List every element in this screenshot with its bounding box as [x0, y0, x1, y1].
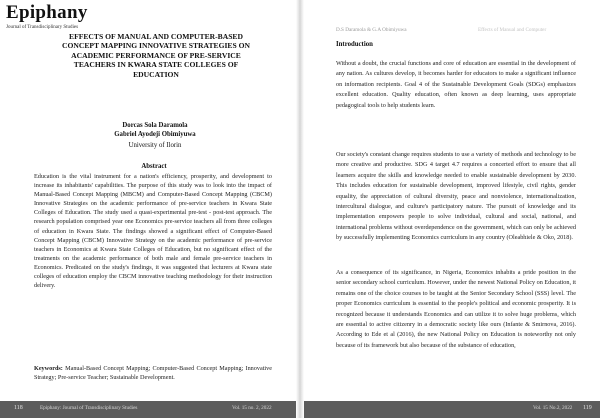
journal-subtitle: Journal of Transdisciplinary Studies: [6, 25, 79, 30]
section-heading: Introduction: [336, 41, 373, 48]
running-head-title: Effects of Manual and Computer: [478, 27, 547, 33]
footer-volume: Vol. 15 no. 2, 2022: [232, 405, 272, 411]
author-block: [40, 121, 270, 139]
keywords: [34, 364, 272, 382]
journal-brand: Epiphany: [6, 2, 88, 23]
right-page: [300, 0, 600, 418]
page-number: 118: [14, 405, 23, 411]
paragraph: As a consequence of its significance, in Nigeria, Economics inhabits a pride position in the senior secondary school curriculum. However, under the newest National Policy on Education, it remains one of the choice courses to be taught at the Senior Secondary School (SSS) level. The proper Economics curriculum is essential to the people's political and economic prosperity. It is recognized because it understands Economics and can utilize it to solve huge problems, which are essential to active citizenry in a democratic society like ours (Infante & Smirnova, 2016). According to Ede et al (2016), the new National Policy on Education is noteworthy not only because of its framework but also because of the substance of education,: [336, 269, 576, 349]
author-name: Dorcas Sola Daramola: [122, 122, 188, 129]
article-title: EFFECTS OF MANUAL AND COMPUTER-BASED CONCEPT MAPPING INNOVATIVE STRATEGIES ON ACADEMIC PERFORMANCE OF PRE-SERVICE TEACHERS IN KWARA STATE COLLEGES OF EDUCATION: [61, 32, 251, 79]
abstract-heading: Abstract: [141, 163, 167, 170]
keywords-text: Manual-Based Concept Mapping; Computer-Based Concept Mapping; Innovative Strategy; Pre-service Teacher; Sustainable Development.: [34, 365, 272, 382]
abstract-text: Education is the vital instrument for a nation's efficiency, prosperity, and development to increase its inhabitants' capabilities. The purpose of this study was to look into the impact of Manual-Based Concept Mapping (MBCM) and Computer-Based Concept Mapping (CBCM) Innovative Strategies on the academic performance of pre-service teachers in Kwara State Colleges of Education. The study used a quasi-experimental pre-test - post-test approach. The research population comprised year one Economics pre-service teachers all from three colleges of education in Kwara State. The findings showed a significant effect of Computer-Based Concept Mapping (CBCM) Innovative Strategy on the academic performance of pre-service teachers in Economics at Kwara State Colleges of Education, but no significant effect of the treatments on the academic performance of both male and female pre-service teachers in Economics. Predicated on the study's findings, it was suggested that lecturers at Kwara state colleges of education employ the CBCM innovative teaching methodology for their instruction delivery.: [34, 173, 272, 290]
author-name: Gabriel Ayodeji Obimiyuwa: [114, 131, 196, 138]
footer-journal: Epiphany: Journal of Transdisciplinary Studies: [40, 405, 138, 411]
keywords-label: Keywords:: [34, 365, 63, 372]
book-gutter: [296, 0, 304, 418]
affiliation: University of Ilorin: [128, 142, 182, 149]
running-head-authors: D.S Daramola & G.A Obimiyuwa: [336, 27, 407, 33]
footer-volume: Vol. 15 No.2, 2022: [533, 405, 573, 411]
paragraph: Our society's constant change requires students to use a variety of methods and technology to be more creative and productive. SDG 4 target 4.7 requires a concerted effort to ensure that all learners acquire the skills and knowledge needed to enable sustainable development by 2030. This includes education for sustainable development, improved lifestyle, civil rights, gender equality, the appreciation of cultural diversity, peace and nonviolence, internationalization, intercultural dialogue, and culture's participatory nature. The pursuit of knowledge and its implementation empowers people to solve individual, cultural and social, national, and international problems without overdependence on the government, which can only be achieved by successfully implementing Economics curriculum in any country (Oleabhiele & Oko, 2018).: [336, 151, 576, 242]
page-number: 119: [583, 405, 592, 411]
paragraph: Without a doubt, the crucial functions and core of education are essential in the development of any nation. As cultures develop, it becomes harder for educators to make a significant influence on information recipients. Goal 4 of the Sustainable Development Goals (SDGs) emphasizes excellent education. Quality education, often known as deep learning, uses appropriate pedagogical tools to help students learn.: [336, 60, 576, 109]
